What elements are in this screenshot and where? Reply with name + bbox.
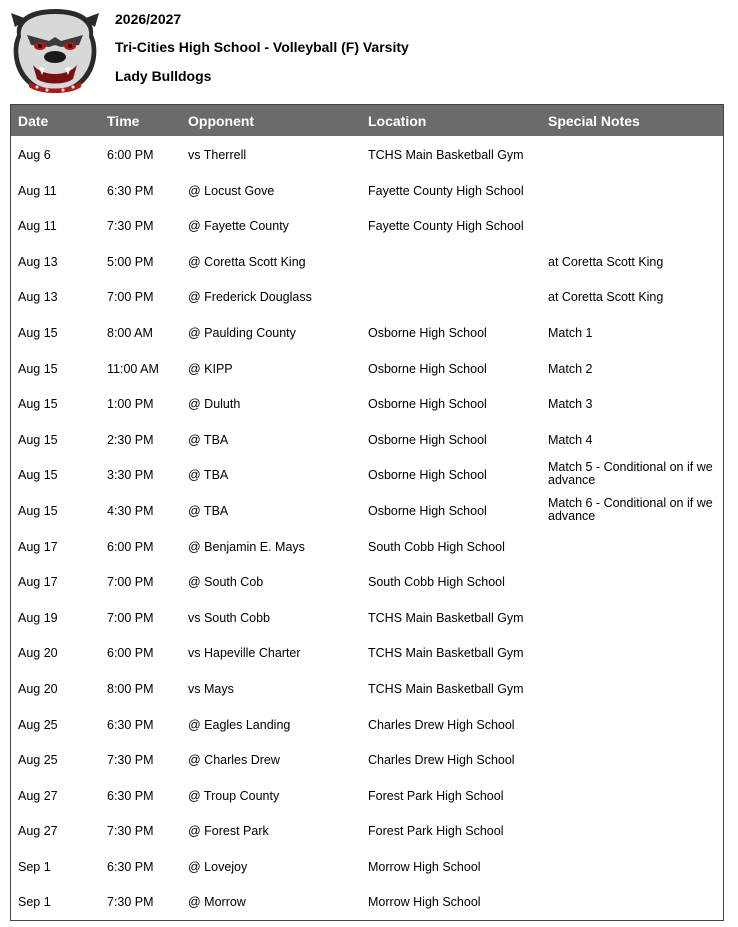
location-cell: South Cobb High School xyxy=(368,539,505,554)
time-cell: 2:30 PM xyxy=(107,432,154,447)
opponent-cell: @ TBA xyxy=(188,432,229,447)
table-row xyxy=(11,278,723,314)
notes-cell: Match 3 xyxy=(548,397,593,412)
table-row xyxy=(11,421,723,457)
location-cell: TCHS Main Basketball Gym xyxy=(368,148,524,162)
date-cell: Aug 15 xyxy=(18,432,58,447)
opponent-cell: @ Morrow xyxy=(188,895,246,910)
time-cell: 7:00 PM xyxy=(107,290,154,305)
opponent-cell: @ Troup County xyxy=(188,788,280,803)
time-cell: 6:30 PM xyxy=(107,717,154,732)
time-cell: 5:00 PM xyxy=(107,254,154,269)
location-cell: Osborne High School xyxy=(368,325,487,340)
table-row xyxy=(11,207,723,243)
table-row xyxy=(11,136,723,172)
date-cell: Aug 13 xyxy=(18,254,58,269)
time-cell: 11:00 AM xyxy=(107,361,159,376)
opponent-cell: vs Hapeville Charter xyxy=(188,646,301,661)
time-cell: 7:30 PM xyxy=(107,753,154,768)
location-cell: Fayette County High School xyxy=(368,183,524,198)
opponent-cell: vs South Cobb xyxy=(188,610,270,625)
time-cell: 1:00 PM xyxy=(107,397,154,412)
location-cell: TCHS Main Basketball Gym xyxy=(368,681,524,696)
date-cell: Aug 15 xyxy=(18,503,58,518)
opponent-cell: @ Benjamin E. Mays xyxy=(188,539,305,554)
location-cell: Charles Drew High School xyxy=(368,717,515,732)
season-title: 2026/2027 xyxy=(115,11,182,27)
table-body xyxy=(11,136,723,919)
opponent-cell: @ Duluth xyxy=(188,397,241,412)
date-cell: Aug 25 xyxy=(18,753,58,768)
time-cell: 3:30 PM xyxy=(107,468,154,483)
location-cell: South Cobb High School xyxy=(368,575,505,590)
opponent-cell: @ Paulding County xyxy=(188,325,296,340)
date-cell: Sep 1 xyxy=(18,859,51,874)
time-cell: 8:00 PM xyxy=(107,681,154,696)
time-cell: 7:30 PM xyxy=(107,219,154,234)
date-cell: Aug 27 xyxy=(18,824,58,839)
header-time: Time xyxy=(107,113,140,129)
table-row xyxy=(11,812,723,848)
date-cell: Aug 25 xyxy=(18,717,58,732)
table-row xyxy=(11,777,723,813)
table-row xyxy=(11,456,723,492)
date-cell: Aug 11 xyxy=(18,183,57,198)
team-nickname: Lady Bulldogs xyxy=(115,68,212,84)
date-cell: Aug 27 xyxy=(18,788,58,803)
location-cell: Osborne High School xyxy=(368,361,487,376)
location-cell: Charles Drew High School xyxy=(368,753,515,768)
notes-cell: Match 4 xyxy=(548,432,593,447)
location-cell: Forest Park High School xyxy=(368,788,504,803)
table-row xyxy=(11,385,723,421)
notes-cell: Match 1 xyxy=(548,325,593,340)
opponent-cell: @ South Cob xyxy=(188,575,264,590)
opponent-cell: @ Eagles Landing xyxy=(188,717,291,732)
table-row xyxy=(11,883,723,919)
time-cell: 6:00 PM xyxy=(107,148,154,162)
notes-cell: Match 6 - Conditional on if we advance xyxy=(548,495,713,523)
table-row xyxy=(11,172,723,208)
location-cell: Osborne High School xyxy=(368,503,487,518)
table-row xyxy=(11,314,723,350)
time-cell: 7:30 PM xyxy=(107,895,154,910)
opponent-cell: @ Lovejoy xyxy=(188,859,248,874)
table-row xyxy=(11,599,723,635)
table-row xyxy=(11,528,723,564)
opponent-cell: @ KIPP xyxy=(188,361,233,376)
header-date: Date xyxy=(18,113,49,129)
time-cell: 8:00 AM xyxy=(107,325,153,340)
time-cell: 6:00 PM xyxy=(107,539,154,554)
notes-cell: Match 2 xyxy=(548,361,593,376)
time-cell: 7:00 PM xyxy=(107,610,154,625)
date-cell: Aug 11 xyxy=(18,219,57,234)
date-cell: Aug 17 xyxy=(18,575,58,590)
time-cell: 7:00 PM xyxy=(107,575,154,590)
date-cell: Aug 15 xyxy=(18,397,58,412)
date-cell: Aug 13 xyxy=(18,290,58,305)
table-row xyxy=(11,350,723,386)
opponent-cell: @ Forest Park xyxy=(188,824,269,839)
opponent-cell: @ Frederick Douglass xyxy=(188,290,312,305)
location-cell: TCHS Main Basketball Gym xyxy=(368,610,524,625)
date-cell: Aug 19 xyxy=(18,610,58,625)
date-cell: Aug 17 xyxy=(18,539,58,554)
header-notes: Special Notes xyxy=(548,113,640,129)
location-cell: Osborne High School xyxy=(368,468,487,483)
date-cell: Aug 6 xyxy=(18,148,51,162)
table-row xyxy=(11,848,723,884)
time-cell: 6:30 PM xyxy=(107,788,154,803)
notes-cell: at Coretta Scott King xyxy=(548,290,664,305)
table-header xyxy=(11,105,723,136)
location-cell: Morrow High School xyxy=(368,895,481,910)
location-cell: Forest Park High School xyxy=(368,824,504,839)
opponent-cell: vs Therrell xyxy=(188,148,247,162)
time-cell: 6:30 PM xyxy=(107,183,154,198)
schedule-table xyxy=(10,104,724,921)
location-cell: Morrow High School xyxy=(368,859,481,874)
location-cell: Fayette County High School xyxy=(368,219,524,234)
opponent-cell: @ Coretta Scott King xyxy=(188,254,306,269)
header-opponent: Opponent xyxy=(188,113,255,129)
location-cell: TCHS Main Basketball Gym xyxy=(368,646,524,661)
header-location: Location xyxy=(368,113,427,129)
location-cell: Osborne High School xyxy=(368,397,487,412)
opponent-cell: @ Fayette County xyxy=(188,219,289,234)
table-row xyxy=(11,243,723,279)
team-title: Tri-Cities High School - Volleyball (F) Varsity xyxy=(115,39,409,55)
opponent-cell: @ TBA xyxy=(188,503,229,518)
time-cell: 4:30 PM xyxy=(107,503,154,518)
notes-cell: at Coretta Scott King xyxy=(548,254,664,269)
time-cell: 7:30 PM xyxy=(107,824,154,839)
opponent-cell: @ Locust Gove xyxy=(188,183,275,198)
table-row xyxy=(11,563,723,599)
table-row xyxy=(11,634,723,670)
table-row xyxy=(11,492,723,528)
table-row xyxy=(11,670,723,706)
table-row xyxy=(11,706,723,742)
table-row xyxy=(11,741,723,777)
date-cell: Aug 20 xyxy=(18,646,58,661)
time-cell: 6:00 PM xyxy=(107,646,154,661)
date-cell: Aug 20 xyxy=(18,681,58,696)
date-cell: Aug 15 xyxy=(18,325,58,340)
date-cell: Aug 15 xyxy=(18,361,58,376)
date-cell: Aug 15 xyxy=(18,468,58,483)
time-cell: 6:30 PM xyxy=(107,859,154,874)
bulldog-logo xyxy=(9,5,101,95)
location-cell: Osborne High School xyxy=(368,432,487,447)
opponent-cell: @ Charles Drew xyxy=(188,753,280,768)
opponent-cell: @ TBA xyxy=(188,468,229,483)
date-cell: Sep 1 xyxy=(18,895,51,910)
notes-cell: Match 5 - Conditional on if we advance xyxy=(548,460,713,488)
opponent-cell: vs Mays xyxy=(188,681,234,696)
